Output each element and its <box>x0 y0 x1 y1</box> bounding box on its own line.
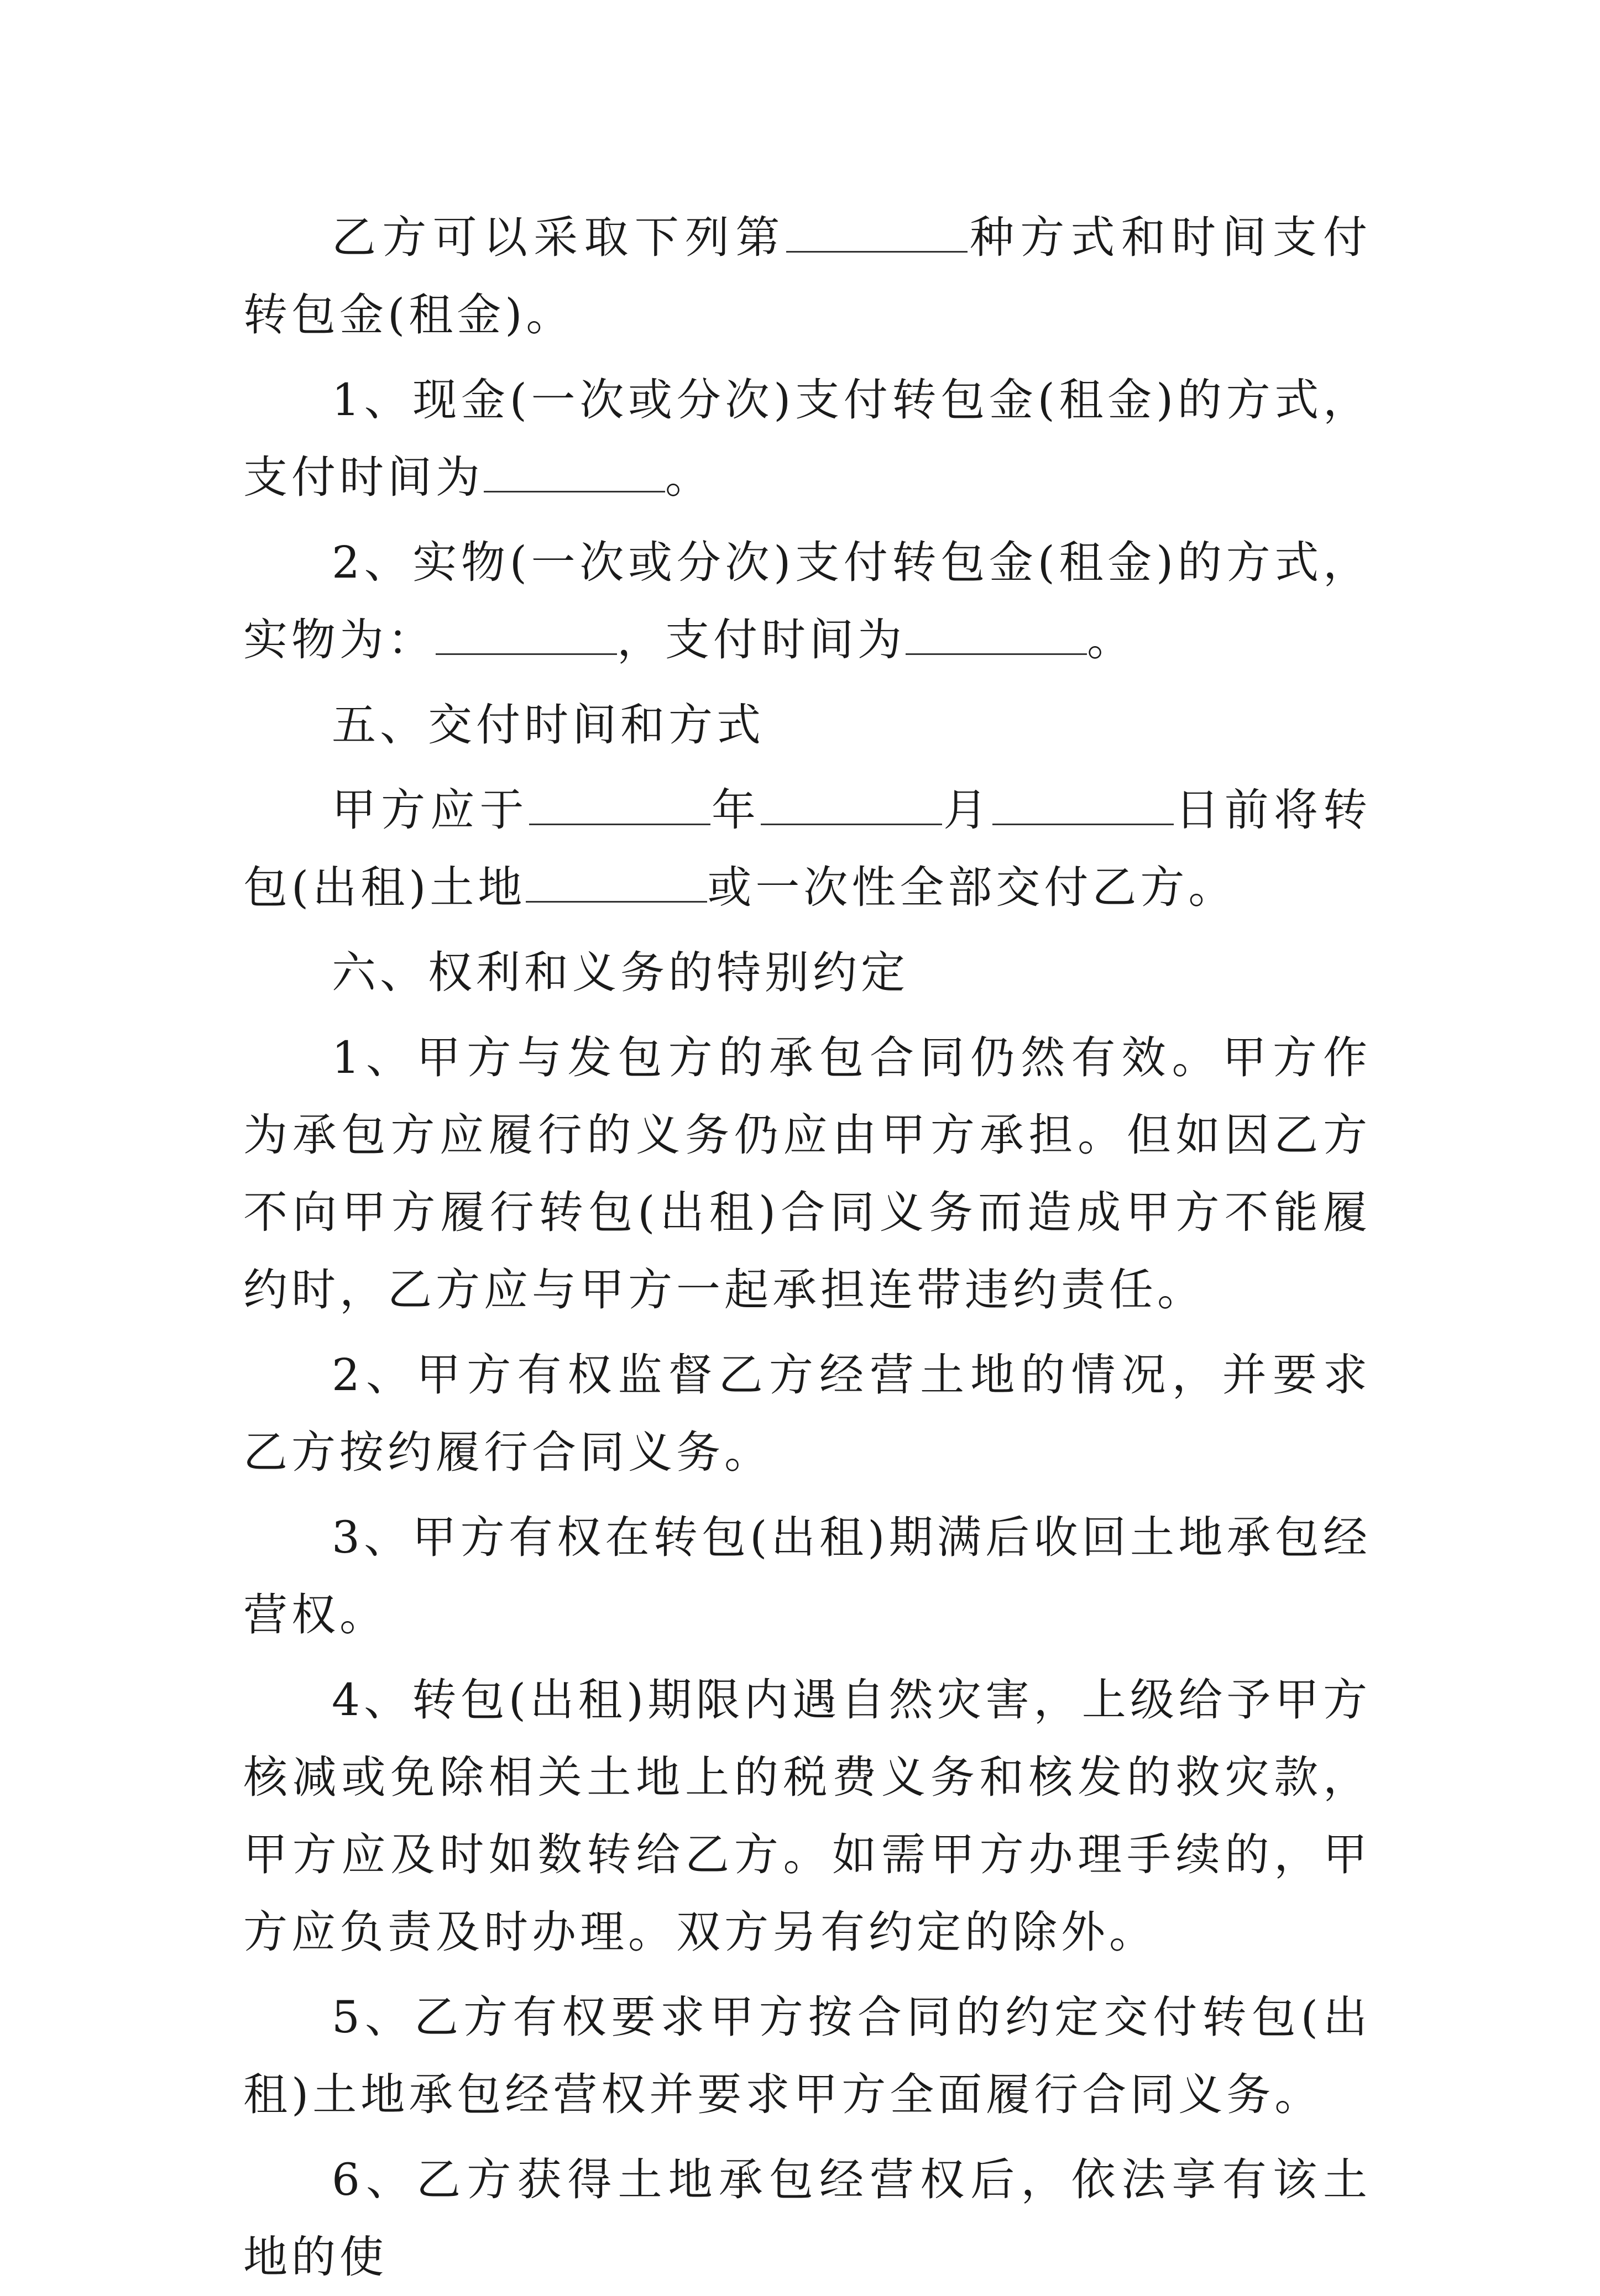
clause-5 <box>243 1979 1371 2134</box>
fill-blank <box>529 784 710 825</box>
text: 3、甲方有权在转包(出租)期满后收回土地承包经营权。 <box>243 1512 1371 1640</box>
text: 1、现金(一次或分次)支付转包金(租金)的方式，支付时间为 <box>243 374 1371 503</box>
text: ，支付时间为 <box>617 614 906 665</box>
fill-blank <box>484 451 665 492</box>
clause-2 <box>243 1336 1371 1491</box>
text: 月 <box>942 784 993 836</box>
text: 6、乙方获得土地承包经营权后，依法享有该土地的使 <box>243 2154 1371 2283</box>
text: 2、甲方有权监督乙方经营土地的情况，并要求乙方按约履行合同义务。 <box>243 1349 1371 1478</box>
paragraph-in-kind-payment <box>243 524 1371 679</box>
text: 2、实物(一次或分次)支付转包金(租金)的方式，实物为： <box>243 537 1371 665</box>
text: 乙方可以采取下列第 <box>332 212 786 263</box>
text: 日前将转包(出租)土地 <box>243 784 1372 913</box>
text: 甲方应于 <box>332 784 529 836</box>
paragraph-delivery-date <box>243 772 1371 926</box>
fill-blank <box>761 784 942 825</box>
fill-blank <box>786 211 968 253</box>
fill-blank <box>436 614 617 655</box>
clause-6 <box>243 2141 1371 2296</box>
clause-4 <box>243 1661 1371 1971</box>
document-body <box>243 199 1371 2296</box>
paragraph-cash-payment <box>243 361 1371 516</box>
text: 4、转包(出租)期限内遇自然灾害，上级给予甲方核减或免除相关土地上的税费义务和核发的救灾款，甲方应及时如数转给乙方。如需甲方办理手续的，甲方应负责及时办理。双方另有约定的除外。 <box>243 1674 1371 1958</box>
text: 。 <box>1087 614 1135 665</box>
text: 五、交付时间和方式 <box>332 699 765 751</box>
text: 5、乙方有权要求甲方按合同的约定交付转包(出租)土地承包经营权并要求甲方全面履行合同义务。 <box>243 1991 1371 2120</box>
clause-3 <box>243 1499 1371 1654</box>
section-heading-rights <box>243 934 1371 1011</box>
section-heading-delivery <box>243 686 1371 764</box>
paragraph-payment-method <box>243 199 1371 354</box>
text: 1、甲方与发包方的承包合同仍然有效。甲方作为承包方应履行的义务仍应由甲方承担。但如因乙方不向甲方履行转包(出租)合同义务而造成甲方不能履约时，乙方应与甲方一起承担连带违约责任。 <box>243 1032 1371 1315</box>
text: 。 <box>665 452 713 503</box>
text: 六、权利和义务的特别约定 <box>332 947 909 998</box>
fill-blank <box>526 861 707 903</box>
text: 年 <box>710 784 761 836</box>
text: 种方式和时间支付转包金(租金)。 <box>243 212 1372 340</box>
fill-blank <box>906 614 1087 655</box>
text: 或一次性全部交付乙方。 <box>707 862 1237 913</box>
fill-blank <box>992 784 1174 825</box>
clause-1 <box>243 1019 1371 1329</box>
